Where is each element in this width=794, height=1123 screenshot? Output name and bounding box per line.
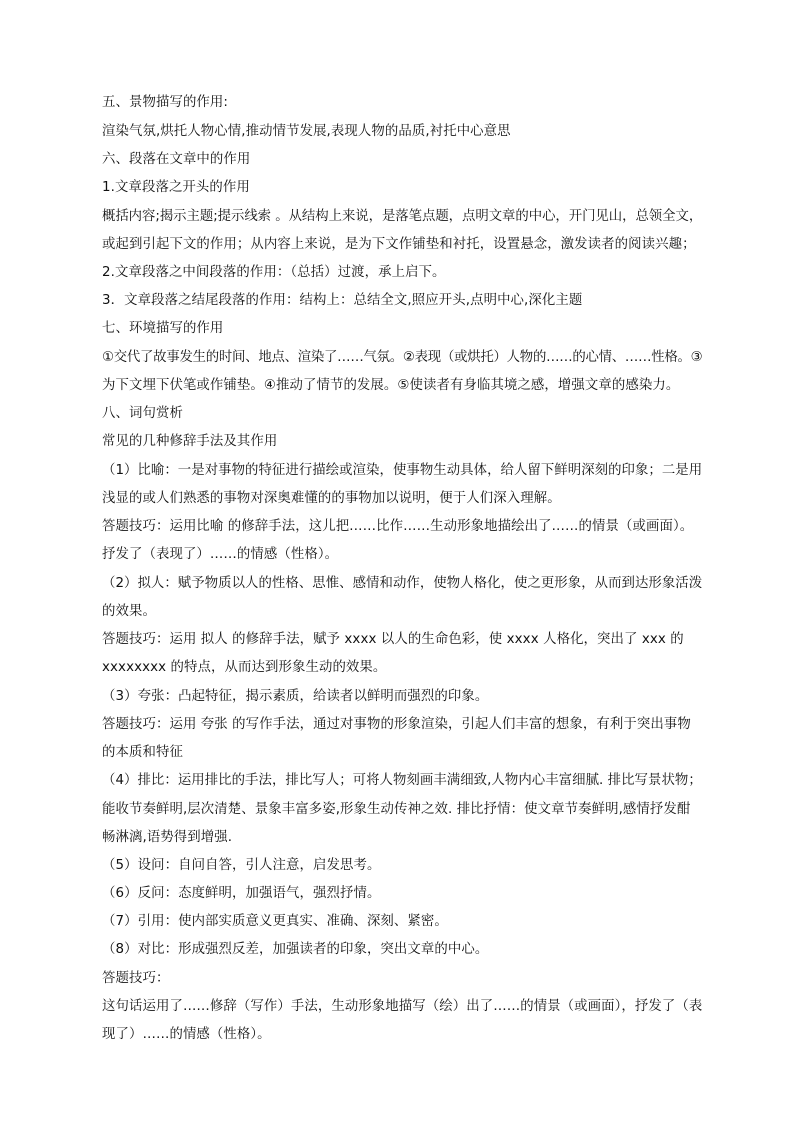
- text-line: （2）拟人：赋予物质以人的性格、思惟、感情和动作，使物人格化，使之更形象，从而到达形象活泼: [102, 576, 703, 591]
- text-line: 浅显的或人们熟悉的事物对深奥难懂的的事物加以说明，便于人们深入理解。: [102, 491, 561, 506]
- text-line: （8）对比：形成强烈反差，加强读者的印象，突出文章的中心。: [102, 942, 489, 957]
- text-line: 概括内容;揭示主题;提示线索 。从结构上来说，是落笔点题，点明文章的中心，开门见山，总领全文，: [102, 209, 703, 224]
- subheading: 1.文章段落之开头的作用: [102, 180, 250, 195]
- text-line: 答题技巧：运用 夸张 的写作手法，通过对事物的形象渲染，引起人们丰富的想象，有利于突出事物: [102, 717, 691, 732]
- subheading: 2.文章段落之中间段落的作用：（总括）过渡，承上启下。: [102, 265, 446, 280]
- text-line: （4）排比：运用排比的手法，排比写人；可将人物刻画丰满细致,人物内心丰富细腻. 排比写景状物；: [102, 773, 702, 788]
- text-line: （1）比喻：一是对事物的特征进行描绘或渲染，使事物生动具体，给人留下鲜明深刻的印象；二是用: [102, 463, 703, 478]
- text-line: 为下文埋下伏笔或作铺垫。④推动了情节的发展。⑤使读者有身临其境之感，增强文章的感染力。: [102, 378, 680, 393]
- text-line: 的本质和特征: [102, 745, 183, 760]
- subheading: 3．文章段落之结尾段落的作用：结构上：总结全文,照应开头,点明中心,深化主题: [102, 293, 583, 308]
- text-line: （6）反问：态度鲜明，加强语气，强烈抒情。: [102, 886, 381, 901]
- section-heading-7: 七、环境描写的作用: [102, 321, 224, 336]
- section-heading-6: 六、段落在文章中的作用: [102, 152, 251, 167]
- subheading: 答题技巧：: [102, 971, 170, 986]
- text-line: 的效果。: [102, 604, 156, 619]
- text-line: ①交代了故事发生的时间、地点、渲染了……气氛。②表现（或烘托）人物的……的心情、……性格。③: [102, 350, 703, 365]
- text-line: （5）设问：自问自答，引人注意，启发思考。: [102, 858, 381, 873]
- text-line: （3）夸张：凸起特征，揭示素质，给读者以鲜明而强烈的印象。: [102, 689, 489, 704]
- text-line: 或起到引起下文的作用；从内容上来说，是为下文作铺垫和衬托，设置悬念，激发读者的阅读兴趣；: [102, 237, 696, 252]
- text-line: 答题技巧：运用比喻 的修辞手法，这儿把……比作……生动形象地描绘出了……的情景（或画面）。: [102, 519, 694, 534]
- text-line: 这句话运用了……修辞（写作）手法，生动形象地描写（绘）出了……的情景（或画面），抒发了（表: [102, 999, 703, 1014]
- text-line: 抒发了（表现了）……的情感（性格）。: [102, 547, 339, 562]
- text-line: 能收节奏鲜明,层次清楚、景象丰富多姿,形象生动传神之效. 排比抒情：使文章节奏鲜明,感情抒发酣: [102, 802, 691, 817]
- text-line: xxxxxxxx 的特点，从而达到形象生动的效果。: [102, 660, 387, 675]
- text-line: 渲染气氛,烘托人物心情,推动情节发展,表现人物的品质,衬托中心意思: [102, 124, 511, 139]
- text-line: 答题技巧：运用 拟人 的修辞手法，赋予 xxxx 以人的生命色彩，使 xxxx 人格化，突出了 xxx 的: [102, 632, 684, 647]
- text-line: 现了）……的情感（性格）。: [102, 1027, 271, 1042]
- section-heading-8: 八、词句赏析: [102, 406, 183, 421]
- subheading: 常见的几种修辞手法及其作用: [102, 434, 278, 449]
- text-line: 畅淋漓,语势得到增强.: [102, 830, 233, 845]
- section-heading-5: 五、景物描写的作用:: [102, 95, 229, 110]
- text-line: （7）引用：使内部实质意义更真实、准确、深刻、紧密。: [102, 914, 448, 929]
